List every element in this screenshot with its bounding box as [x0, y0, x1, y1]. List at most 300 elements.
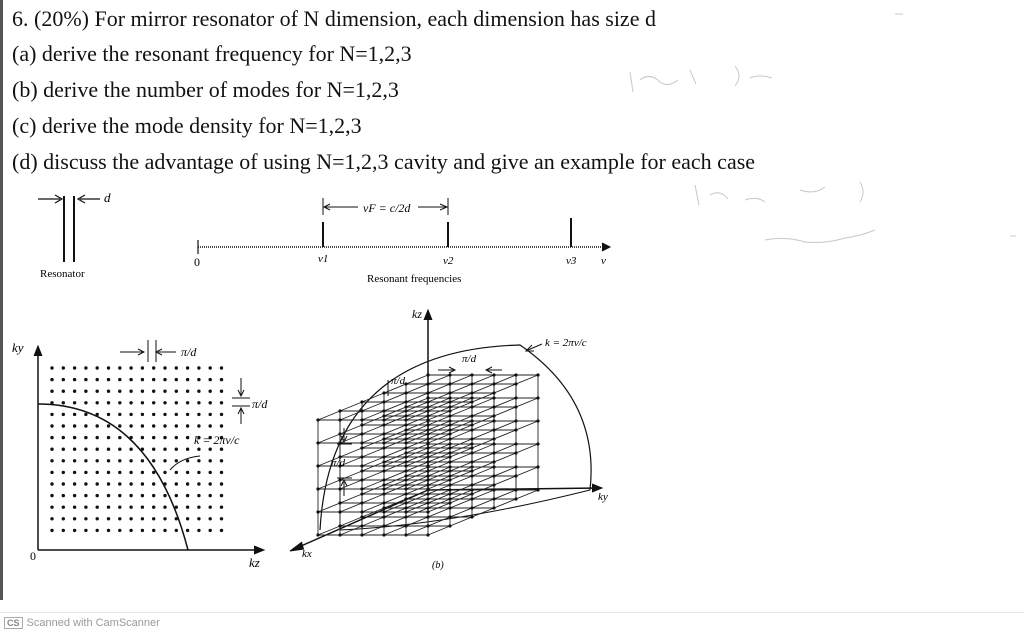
mode-point-3d — [316, 441, 319, 444]
mode-point-2d — [84, 448, 87, 451]
mode-point-2d — [118, 401, 121, 404]
mode-point-3d — [492, 428, 495, 431]
mode-point-2d — [163, 390, 166, 393]
mode-point-3d — [492, 488, 495, 491]
mode-point-2d — [62, 366, 65, 369]
ky-axis-label-3d: ky — [598, 491, 608, 503]
mode-point-2d — [107, 378, 110, 381]
mode-point-3d — [448, 455, 451, 458]
mode-point-3d — [448, 497, 451, 500]
lattice-line-3d — [428, 398, 538, 443]
mode-point-2d — [129, 459, 132, 462]
mode-point-2d — [50, 378, 53, 381]
mode-point-2d — [152, 506, 155, 509]
mode-point-3d — [382, 414, 385, 417]
mode-point-3d — [470, 419, 473, 422]
mode-point-3d — [514, 428, 517, 431]
mode-point-3d — [360, 478, 363, 481]
mode-point-2d — [118, 494, 121, 497]
mode-point-3d — [448, 488, 451, 491]
mode-point-2d — [107, 424, 110, 427]
mode-point-2d — [163, 482, 166, 485]
mode-point-3d — [448, 382, 451, 385]
mode-point-3d — [382, 533, 385, 536]
mode-point-3d — [492, 396, 495, 399]
mode-point-3d — [470, 396, 473, 399]
mode-point-2d — [129, 366, 132, 369]
mode-point-2d — [129, 436, 132, 439]
mode-point-3d — [404, 469, 407, 472]
mode-point-3d — [448, 428, 451, 431]
mode-point-3d — [338, 533, 341, 536]
lattice-line-3d — [362, 398, 472, 443]
mode-point-2d — [129, 401, 132, 404]
mode-point-3d — [426, 405, 429, 408]
mode-point-2d — [84, 482, 87, 485]
mode-point-3d — [338, 501, 341, 504]
mode-point-3d — [448, 419, 451, 422]
mode-point-3d — [514, 474, 517, 477]
mode-point-3d — [338, 432, 341, 435]
mode-point-2d — [220, 517, 223, 520]
mode-point-2d — [141, 517, 144, 520]
lattice-line-3d — [406, 444, 516, 489]
mode-point-2d — [129, 482, 132, 485]
mode-point-3d — [404, 533, 407, 536]
mode-point-3d — [426, 524, 429, 527]
mode-point-3d — [338, 510, 341, 513]
mode-point-2d — [141, 471, 144, 474]
mode-point-3d — [514, 451, 517, 454]
mode-point-3d — [536, 442, 539, 445]
mode-point-2d — [107, 366, 110, 369]
mode-point-3d — [316, 533, 319, 536]
mode-point-2d — [62, 401, 65, 404]
mode-point-3d — [404, 510, 407, 513]
mode-point-2d — [163, 436, 166, 439]
freq-nu2-label: ν2 — [443, 255, 454, 267]
mode-point-2d — [152, 390, 155, 393]
mode-point-2d — [118, 471, 121, 474]
mode-point-2d — [220, 366, 223, 369]
mode-point-2d — [73, 494, 76, 497]
mode-point-2d — [152, 471, 155, 474]
mode-point-3d — [404, 515, 407, 518]
mode-point-2d — [186, 436, 189, 439]
mode-point-3d — [426, 492, 429, 495]
mode-point-2d — [50, 506, 53, 509]
mode-point-2d — [186, 378, 189, 381]
mode-point-3d — [470, 497, 473, 500]
mode-point-3d — [360, 441, 363, 444]
mode-point-3d — [492, 465, 495, 468]
mode-point-3d — [492, 391, 495, 394]
mode-point-3d — [426, 464, 429, 467]
mode-point-2d — [84, 390, 87, 393]
mode-point-3d — [404, 441, 407, 444]
mode-point-2d — [73, 471, 76, 474]
mode-point-2d — [209, 459, 212, 462]
lattice-line-3d — [384, 398, 494, 443]
mode-point-3d — [404, 501, 407, 504]
mode-point-2d — [73, 482, 76, 485]
mode-point-3d — [448, 414, 451, 417]
mode-point-3d — [426, 533, 429, 536]
mode-point-2d — [73, 401, 76, 404]
mode-point-3d — [470, 474, 473, 477]
mode-point-3d — [382, 437, 385, 440]
mode-point-2d — [197, 494, 200, 497]
mode-point-2d — [62, 459, 65, 462]
mode-point-3d — [404, 400, 407, 403]
mode-point-2d — [163, 517, 166, 520]
mode-point-3d — [404, 405, 407, 408]
mode-point-2d — [73, 424, 76, 427]
mode-point-2d — [107, 494, 110, 497]
mode-point-2d — [186, 366, 189, 369]
mode-point-2d — [118, 378, 121, 381]
mode-point-3d — [404, 483, 407, 486]
mode-point-2d — [141, 506, 144, 509]
mode-point-3d — [338, 524, 341, 527]
mode-point-2d — [118, 390, 121, 393]
mode-point-2d — [50, 448, 53, 451]
mode-point-3d — [426, 487, 429, 490]
mode-point-3d — [382, 464, 385, 467]
mode-point-2d — [220, 378, 223, 381]
lattice-line-3d — [406, 490, 516, 535]
mode-point-2d — [209, 390, 212, 393]
mode-point-2d — [186, 482, 189, 485]
figure-3d-caption: (b) — [432, 560, 444, 571]
free-spectral-range-label: νF = c/2d — [363, 201, 411, 215]
mode-point-3d — [404, 446, 407, 449]
freq-nu1-label: ν1 — [318, 253, 329, 265]
mode-point-2d — [107, 390, 110, 393]
mode-point-3d — [470, 423, 473, 426]
mode-point-2d — [62, 390, 65, 393]
mode-point-3d — [360, 423, 363, 426]
mode-point-2d — [220, 401, 223, 404]
mode-point-2d — [152, 482, 155, 485]
mode-point-2d — [197, 378, 200, 381]
mode-point-2d — [141, 390, 144, 393]
mode-point-2d — [50, 482, 53, 485]
mode-point-3d — [492, 437, 495, 440]
resonator-label: Resonator — [40, 268, 85, 280]
mode-point-3d — [514, 419, 517, 422]
mode-point-3d — [338, 409, 341, 412]
mode-point-3d — [536, 465, 539, 468]
mode-point-2d — [73, 529, 76, 532]
mode-point-3d — [426, 414, 429, 417]
mode-point-3d — [426, 455, 429, 458]
mode-point-2d — [220, 482, 223, 485]
mode-point-2d — [62, 471, 65, 474]
mode-point-3d — [426, 441, 429, 444]
mode-point-3d — [492, 373, 495, 376]
mode-point-2d — [107, 471, 110, 474]
mode-point-2d — [175, 413, 178, 416]
mode-point-2d — [197, 471, 200, 474]
mode-point-3d — [426, 391, 429, 394]
camscanner-logo-icon: CS — [4, 617, 23, 629]
kz-axis-label-3d: kz — [412, 307, 422, 321]
spacing-side-label-3d: π/d — [391, 375, 406, 387]
mode-point-3d — [492, 405, 495, 408]
mode-point-3d — [470, 460, 473, 463]
mode-point-3d — [426, 474, 429, 477]
mode-point-2d — [118, 506, 121, 509]
mode-point-2d — [118, 482, 121, 485]
mode-point-3d — [470, 400, 473, 403]
mode-point-3d — [404, 478, 407, 481]
mode-point-2d — [175, 424, 178, 427]
mode-point-2d — [96, 401, 99, 404]
mode-point-3d — [470, 515, 473, 518]
mode-point-2d — [84, 378, 87, 381]
mode-point-3d — [448, 469, 451, 472]
mode-point-2d — [62, 436, 65, 439]
mode-point-3d — [404, 487, 407, 490]
mode-point-2d — [141, 413, 144, 416]
mode-point-2d — [96, 471, 99, 474]
mode-point-2d — [152, 424, 155, 427]
mode-point-3d — [404, 418, 407, 421]
mode-point-3d — [360, 432, 363, 435]
mode-point-3d — [404, 464, 407, 467]
mode-point-2d — [118, 448, 121, 451]
freq-nu3-label: ν3 — [566, 255, 577, 267]
mode-point-2d — [73, 413, 76, 416]
mode-point-3d — [448, 396, 451, 399]
mode-point-2d — [73, 459, 76, 462]
mode-point-3d — [426, 409, 429, 412]
mode-point-3d — [382, 492, 385, 495]
mode-point-2d — [96, 366, 99, 369]
mode-point-3d — [470, 488, 473, 491]
mode-point-2d — [118, 459, 121, 462]
mode-point-3d — [404, 474, 407, 477]
mode-point-3d — [448, 483, 451, 486]
mode-point-2d — [50, 424, 53, 427]
mode-point-2d — [50, 471, 53, 474]
mode-point-3d — [514, 373, 517, 376]
mode-point-3d — [470, 442, 473, 445]
mode-point-2d — [129, 448, 132, 451]
mode-point-2d — [50, 436, 53, 439]
mode-point-2d — [175, 401, 178, 404]
mode-point-2d — [163, 471, 166, 474]
mode-point-2d — [152, 366, 155, 369]
mode-point-3d — [470, 382, 473, 385]
mode-point-2d — [186, 401, 189, 404]
mode-point-3d — [382, 478, 385, 481]
mode-point-2d — [141, 529, 144, 532]
mode-point-3d — [470, 483, 473, 486]
mode-point-2d — [84, 459, 87, 462]
mode-point-3d — [426, 423, 429, 426]
lattice-line-3d — [384, 421, 494, 466]
mode-point-3d — [448, 524, 451, 527]
mode-point-2d — [186, 517, 189, 520]
mode-point-2d — [220, 448, 223, 451]
camscanner-watermark — [4, 617, 160, 629]
mode-point-3d — [404, 432, 407, 435]
mode-point-3d — [382, 487, 385, 490]
mode-point-3d — [448, 478, 451, 481]
mode-point-3d — [360, 492, 363, 495]
mode-point-3d — [536, 373, 539, 376]
question-part-c: (c) derive the mode density for N=1,2,3 — [12, 113, 362, 138]
mode-point-2d — [209, 366, 212, 369]
mode-point-2d — [175, 506, 178, 509]
mode-point-3d — [360, 487, 363, 490]
mode-point-3d — [360, 501, 363, 504]
mode-point-2d — [96, 378, 99, 381]
mode-point-2d — [141, 436, 144, 439]
mode-point-3d — [448, 501, 451, 504]
mode-point-2d — [163, 378, 166, 381]
mode-point-3d — [470, 506, 473, 509]
mode-point-2d — [163, 448, 166, 451]
mode-point-2d — [50, 494, 53, 497]
mode-point-2d — [186, 506, 189, 509]
mode-point-2d — [50, 413, 53, 416]
mode-point-2d — [107, 448, 110, 451]
mode-point-2d — [96, 494, 99, 497]
mode-point-2d — [186, 459, 189, 462]
mode-point-2d — [152, 529, 155, 532]
mode-point-3d — [338, 418, 341, 421]
mode-point-2d — [96, 448, 99, 451]
mode-point-2d — [163, 529, 166, 532]
mode-point-2d — [175, 448, 178, 451]
handwriting-marks — [630, 14, 1016, 243]
mode-point-2d — [209, 378, 212, 381]
mode-point-3d — [426, 451, 429, 454]
mode-point-2d — [62, 448, 65, 451]
mode-point-2d — [186, 494, 189, 497]
mode-point-2d — [62, 413, 65, 416]
mode-point-3d — [426, 418, 429, 421]
freq-axis-zero: 0 — [194, 255, 200, 269]
mode-point-3d — [404, 497, 407, 500]
mode-point-2d — [209, 482, 212, 485]
mode-point-2d — [152, 494, 155, 497]
resonator-diagram — [38, 195, 100, 262]
mode-point-2d — [220, 413, 223, 416]
k-circle-label-2d: k = 2πν/c — [194, 433, 240, 447]
mode-point-3d — [470, 446, 473, 449]
ky-axis-label-2d: ky — [12, 340, 24, 355]
mode-point-2d — [62, 506, 65, 509]
mode-point-3d — [448, 409, 451, 412]
mode-point-2d — [175, 378, 178, 381]
mode-point-2d — [209, 494, 212, 497]
mode-point-3d — [382, 409, 385, 412]
mode-point-3d — [382, 510, 385, 513]
mode-point-2d — [96, 506, 99, 509]
mode-point-2d — [118, 424, 121, 427]
mode-point-3d — [492, 497, 495, 500]
mode-point-2d — [163, 401, 166, 404]
mode-point-3d — [426, 478, 429, 481]
mode-point-3d — [382, 391, 385, 394]
k-sphere-label-3d: k = 2πν/c — [545, 337, 587, 349]
mode-point-3d — [404, 391, 407, 394]
mode-point-2d — [197, 401, 200, 404]
mode-point-3d — [448, 391, 451, 394]
mode-point-2d — [84, 413, 87, 416]
mode-point-2d — [197, 482, 200, 485]
mode-point-3d — [382, 469, 385, 472]
mode-point-2d — [96, 529, 99, 532]
lattice-line-3d — [362, 421, 472, 466]
mode-point-2d — [73, 448, 76, 451]
mode-point-3d — [470, 469, 473, 472]
mode-point-3d — [382, 460, 385, 463]
mode-point-3d — [404, 460, 407, 463]
mode-point-3d — [382, 483, 385, 486]
mode-point-2d — [50, 390, 53, 393]
mode-point-2d — [73, 366, 76, 369]
lattice-line-3d — [406, 398, 516, 443]
mode-point-3d — [492, 414, 495, 417]
mode-point-3d — [492, 474, 495, 477]
lattice-line-3d — [362, 444, 472, 489]
mode-point-2d — [163, 413, 166, 416]
question-part-a: (a) derive the resonant frequency for N=1,2,3 — [12, 41, 412, 66]
lattice-line-3d — [340, 398, 450, 443]
mode-point-2d — [118, 413, 121, 416]
mode-point-2d — [197, 459, 200, 462]
mode-point-3d — [514, 442, 517, 445]
spacing-y-label-2d: π/d — [252, 397, 268, 411]
mode-point-3d — [448, 423, 451, 426]
mode-point-3d — [382, 455, 385, 458]
mode-point-3d — [426, 428, 429, 431]
question-part-d: (d) discuss the advantage of using N=1,2,3 cavity and give an example for each case — [12, 149, 756, 174]
mode-point-3d — [404, 524, 407, 527]
mode-point-2d — [84, 506, 87, 509]
mode-point-3d — [470, 414, 473, 417]
mode-point-2d — [186, 424, 189, 427]
camscanner-text: Scanned with CamScanner — [26, 617, 160, 629]
mode-point-3d — [360, 464, 363, 467]
mode-point-3d — [382, 515, 385, 518]
mode-point-2d — [141, 378, 144, 381]
mode-point-2d — [186, 390, 189, 393]
mode-point-2d — [96, 482, 99, 485]
mode-point-2d — [118, 436, 121, 439]
mode-point-2d — [141, 459, 144, 462]
mode-point-3d — [470, 437, 473, 440]
mode-point-2d — [84, 494, 87, 497]
mode-point-2d — [129, 529, 132, 532]
mode-point-2d — [129, 424, 132, 427]
mode-point-3d — [404, 409, 407, 412]
mode-point-2d — [96, 424, 99, 427]
mode-point-2d — [163, 494, 166, 497]
mode-point-3d — [382, 524, 385, 527]
mode-point-2d — [152, 459, 155, 462]
mode-point-2d — [197, 413, 200, 416]
mode-point-2d — [175, 436, 178, 439]
mode-point-2d — [84, 471, 87, 474]
lattice-line-3d — [340, 490, 450, 535]
mode-point-2d — [220, 424, 223, 427]
